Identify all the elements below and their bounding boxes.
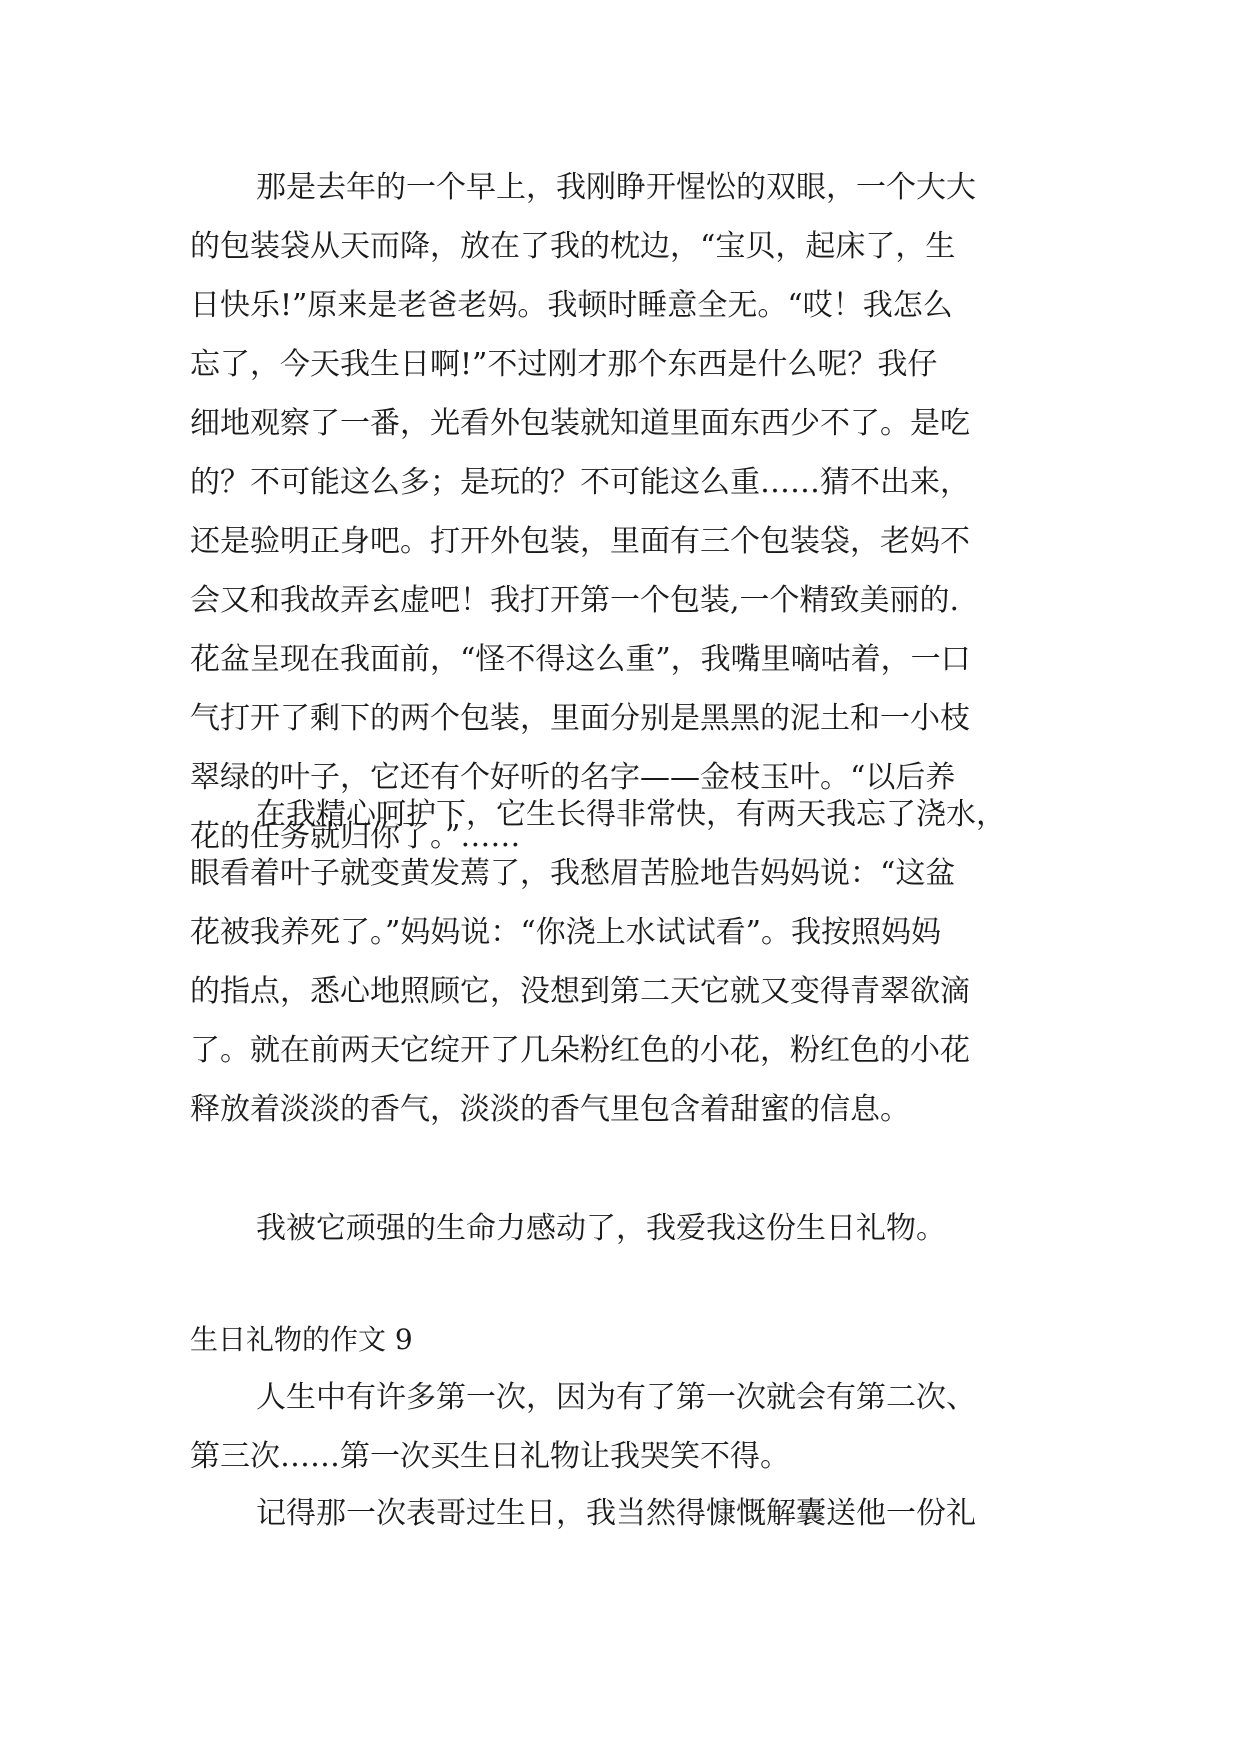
paragraph-line: 释放着淡淡的香气，淡淡的香气里包含着甜蜜的信息。 — [190, 1092, 910, 1127]
section-heading: 生日礼物的作文 9 — [190, 1323, 413, 1356]
paragraph-line: 忘了，今天我生日啊!”不过刚才那个东西是什么呢？我仔 — [190, 347, 938, 382]
paragraph-line: 的包装袋从天而降，放在了我的枕边，“宝贝，起床了，生 — [190, 229, 956, 264]
paragraph-line: 日快乐!”原来是老爸老妈。我顿时睡意全无。“哎！我怎么 — [190, 288, 953, 323]
paragraph-line: 的？不可能这么多；是玩的？不可能这么重……猜不出来， — [190, 465, 970, 500]
paragraph-line: 细地观察了一番，光看外包装就知道里面东西少不了。是吃 — [190, 406, 970, 441]
paragraph-line: 人生中有许多第一次，因为有了第一次就会有第二次、 — [256, 1380, 976, 1415]
paragraph-line: 了。就在前两天它绽开了几朵粉红色的小花，粉红色的小花 — [190, 1033, 970, 1068]
paragraph-line: 会又和我故弄玄虚吧！我打开第一个包装,一个精致美丽的. — [190, 583, 960, 618]
paragraph-line: 我被它顽强的生命力感动了，我爱我这份生日礼物。 — [256, 1211, 946, 1246]
paragraph-line: 花的任务就归你了。”…… — [190, 819, 521, 854]
paragraph-5 — [190, 1484, 1050, 1543]
paragraph-line: 的指点，悉心地照顾它，没想到第二天它就又变得青翠欲滴 — [190, 974, 970, 1009]
paragraph-3 — [190, 1199, 1050, 1258]
paragraph-2 — [190, 785, 1050, 1139]
paragraph-line: 花被我养死了。”妈妈说：“你浇上水试试看”。我按照妈妈 — [190, 915, 942, 950]
paragraph-line: 气打开了剩下的两个包装，里面分别是黑黑的泥土和一小枝 — [190, 701, 970, 736]
paragraph-4 — [190, 1368, 1050, 1486]
paragraph-line: 第三次……第一次买生日礼物让我哭笑不得。 — [190, 1439, 790, 1474]
paragraph-line: 那是去年的一个早上，我刚睁开惺忪的双眼，一个大大 — [256, 170, 976, 205]
paragraph-line: 花盆呈现在我面前，“怪不得这么重”，我嘴里嘀咕着，一口 — [190, 642, 971, 677]
paragraph-line: 在我精心呵护下，它生长得非常快，有两天我忘了浇水， — [256, 797, 1006, 832]
paragraph-1 — [190, 158, 1050, 866]
paragraph-line: 还是验明正身吧。打开外包装，里面有三个包装袋，老妈不 — [190, 524, 970, 559]
paragraph-line: 翠绿的叶子，它还有个好听的名字——金枝玉叶。“以后养 — [190, 760, 956, 795]
paragraph-line: 眼看着叶子就变黄发蔫了，我愁眉苦脸地告妈妈说：“这盆 — [190, 856, 956, 891]
paragraph-line: 记得那一次表哥过生日，我当然得慷慨解囊送他一份礼 — [256, 1496, 976, 1531]
